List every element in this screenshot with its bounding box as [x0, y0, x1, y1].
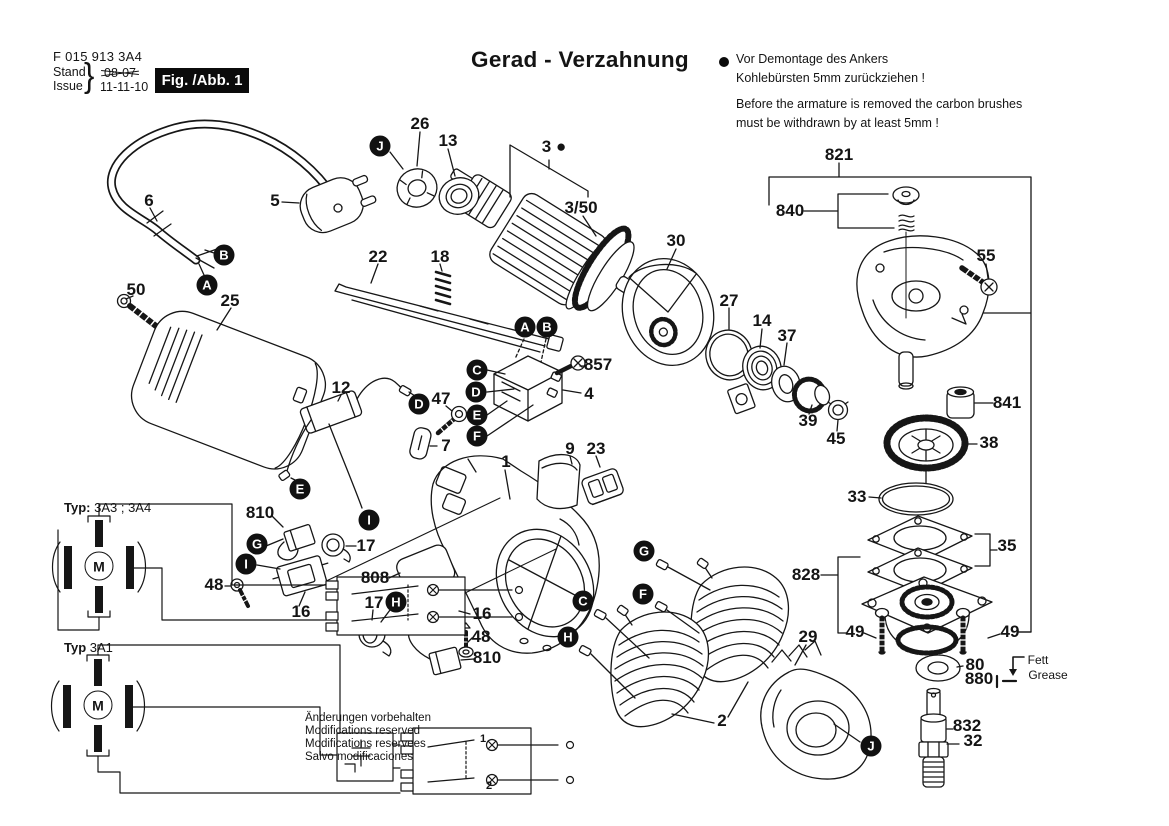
bell-cover-29 — [761, 641, 871, 779]
gear-housing — [857, 236, 989, 389]
part-label-38: 38 — [979, 433, 999, 452]
part-label-80: 80 — [965, 655, 985, 674]
part-label-821: 821 — [824, 145, 854, 164]
typ-3a1-label — [64, 640, 113, 655]
felt-ring-26 — [392, 163, 443, 212]
plate-7 — [408, 426, 432, 460]
notice-en-line1: Before the armature is removed the carbon brushes — [736, 97, 1023, 111]
motor-symbol: M — [84, 691, 113, 720]
figure-number-badge: Fig. /Abb. 1 — [155, 68, 249, 93]
ref-letter-e: E — [290, 479, 311, 500]
field-coil-left — [611, 605, 709, 727]
part-label-17: 17 — [356, 536, 376, 555]
issue-label: Issue — [53, 79, 83, 93]
ref-letter-g: G — [247, 534, 268, 555]
part-label-30: 30 — [666, 231, 686, 250]
part-label-32: 32 — [963, 731, 983, 750]
screw-48-left — [231, 579, 248, 606]
part-label-13: 13 — [438, 131, 458, 150]
ref-letter-j: J — [370, 136, 391, 157]
ref-letter-d: D — [466, 382, 487, 403]
crown-gear-38 — [887, 418, 965, 487]
part-label-840: 840 — [775, 201, 805, 220]
ref-letter-g: G — [634, 541, 655, 562]
part-label-27: 27 — [719, 291, 739, 310]
part-label-1: 1 — [501, 452, 511, 471]
footer-line: Modifications reservees — [305, 738, 426, 750]
part-label-45: 45 — [826, 429, 846, 448]
footer-line: Änderungen vorbehalten — [305, 712, 431, 724]
brush-cap-17-left — [322, 534, 350, 562]
part-label-26: 26 — [410, 114, 430, 133]
part-label-Grease: Grease — [1028, 668, 1068, 682]
part-label-2: 2 — [717, 711, 727, 730]
ref-letter-f: F — [467, 426, 488, 447]
ref-letter-b: B — [214, 245, 235, 266]
ref-letter-c: C — [467, 360, 488, 381]
footer-line: Modifications reserved — [305, 725, 421, 737]
part-label-33: 33 — [847, 487, 867, 506]
motor-symbol: M — [85, 552, 114, 581]
ref-letter-d: D — [409, 394, 430, 415]
notice-en-line2: must be withdrawn by at least 5mm ! — [736, 116, 939, 130]
part-label-16: 16 — [291, 602, 311, 621]
part-label-18: 18 — [430, 247, 450, 266]
part-label-1: 1 — [479, 733, 487, 745]
part-label-14: 14 — [752, 311, 772, 330]
part-label-810: 810 — [472, 648, 502, 667]
part-label-4: 4 — [584, 384, 594, 403]
part-label-16: 16 — [472, 604, 492, 623]
modifications-footer — [305, 712, 431, 764]
ref-letter-h: H — [386, 592, 407, 613]
notice-bullet-icon — [719, 57, 729, 67]
screw-857 — [557, 356, 585, 373]
part-label-22: 22 — [368, 247, 388, 266]
nut-45 — [828, 401, 848, 420]
issue-value: 11-11-10 — [100, 80, 149, 94]
screw-49-right — [957, 609, 970, 655]
part-label-48: 48 — [204, 575, 224, 594]
part-label-5: 5 — [270, 191, 280, 210]
part-label-9: 9 — [565, 439, 575, 458]
footer-line: Salvo modificaciones — [305, 751, 414, 763]
ref-letter-f: F — [633, 584, 654, 605]
typ2-value: 3A1 — [86, 640, 113, 655]
cover-9 — [537, 455, 580, 509]
part-label-810: 810 — [245, 503, 275, 522]
part-label-23: 23 — [586, 439, 606, 458]
brush-810-left — [278, 524, 316, 560]
part-label-7: 7 — [441, 436, 451, 455]
part-label-55: 55 — [976, 246, 996, 265]
notice-de-line1: Vor Demontage des Ankers — [736, 52, 889, 66]
part-label-49: 49 — [1000, 622, 1020, 641]
part-label-50: 50 — [126, 280, 146, 299]
ring-33 — [879, 483, 953, 515]
part-label-29: 29 — [798, 627, 818, 646]
part-label-832: 832 — [952, 716, 982, 735]
part-label-47: 47 — [431, 389, 451, 408]
part-label-841: 841 — [992, 393, 1022, 412]
part-label-808: 808 — [360, 568, 390, 587]
ref-letter-a: A — [197, 275, 218, 296]
part-label-17: 17 — [364, 593, 384, 612]
sleeve-841 — [947, 387, 974, 418]
ref-letter-j: J — [861, 736, 882, 757]
part-label-35: 35 — [997, 536, 1017, 555]
stand-value: 08-07 — [104, 66, 136, 80]
part-label-2: 2 — [485, 780, 493, 792]
stand-issue-brace: } — [84, 55, 95, 96]
ref-letter-i: I — [359, 510, 380, 531]
part-label-Fett: Fett — [1027, 653, 1049, 667]
bracket-35 — [975, 534, 997, 566]
typ1-prefix: Typ: — [64, 500, 91, 515]
part-label-3: 3 ● — [541, 137, 567, 156]
bracket-840 — [804, 194, 894, 228]
part-label-39: 39 — [798, 411, 818, 430]
part-label-12: 12 — [331, 378, 351, 397]
key-block — [727, 383, 755, 414]
part-label-6: 6 — [144, 191, 154, 210]
slider-23 — [581, 467, 625, 505]
spring-18 — [436, 272, 450, 304]
ref-letter-i: I — [236, 554, 257, 575]
part-label-37: 37 — [777, 326, 797, 345]
grease-symbol — [997, 657, 1024, 687]
document-part-number: F 015 913 3A4 — [53, 49, 143, 64]
typ1-value: 3A3 ; 3A4 — [90, 500, 152, 515]
washer-80 — [916, 655, 960, 681]
page-title: Gerad - Verzahnung — [471, 47, 689, 72]
part-label-49: 49 — [845, 622, 865, 641]
part-label-350: 3/50 — [564, 198, 598, 217]
typ-3a3-3a4-label — [64, 500, 151, 515]
ref-letter-a: A — [515, 317, 536, 338]
part-label-25: 25 — [220, 291, 240, 310]
part-label-828: 828 — [791, 565, 821, 584]
part-label-880: 880 — [964, 669, 994, 688]
plug-5 — [294, 167, 380, 238]
stand-label: Stand — [53, 65, 86, 79]
ref-letter-e: E — [467, 405, 488, 426]
part-label-48: 48 — [471, 627, 491, 646]
typ2-prefix: Typ — [64, 640, 87, 655]
part-label-857: 857 — [583, 355, 613, 374]
notice-de-line2: Kohlebürsten 5mm zurückziehen ! — [736, 71, 925, 85]
screw-49-left — [876, 609, 889, 655]
motor-housing-25 — [123, 303, 334, 478]
brush-holder-16-left — [270, 554, 333, 599]
spindle-32 — [919, 689, 948, 788]
ref-letter-c: C — [573, 591, 594, 612]
ref-letter-h: H — [558, 627, 579, 648]
ref-letter-b: B — [537, 317, 558, 338]
